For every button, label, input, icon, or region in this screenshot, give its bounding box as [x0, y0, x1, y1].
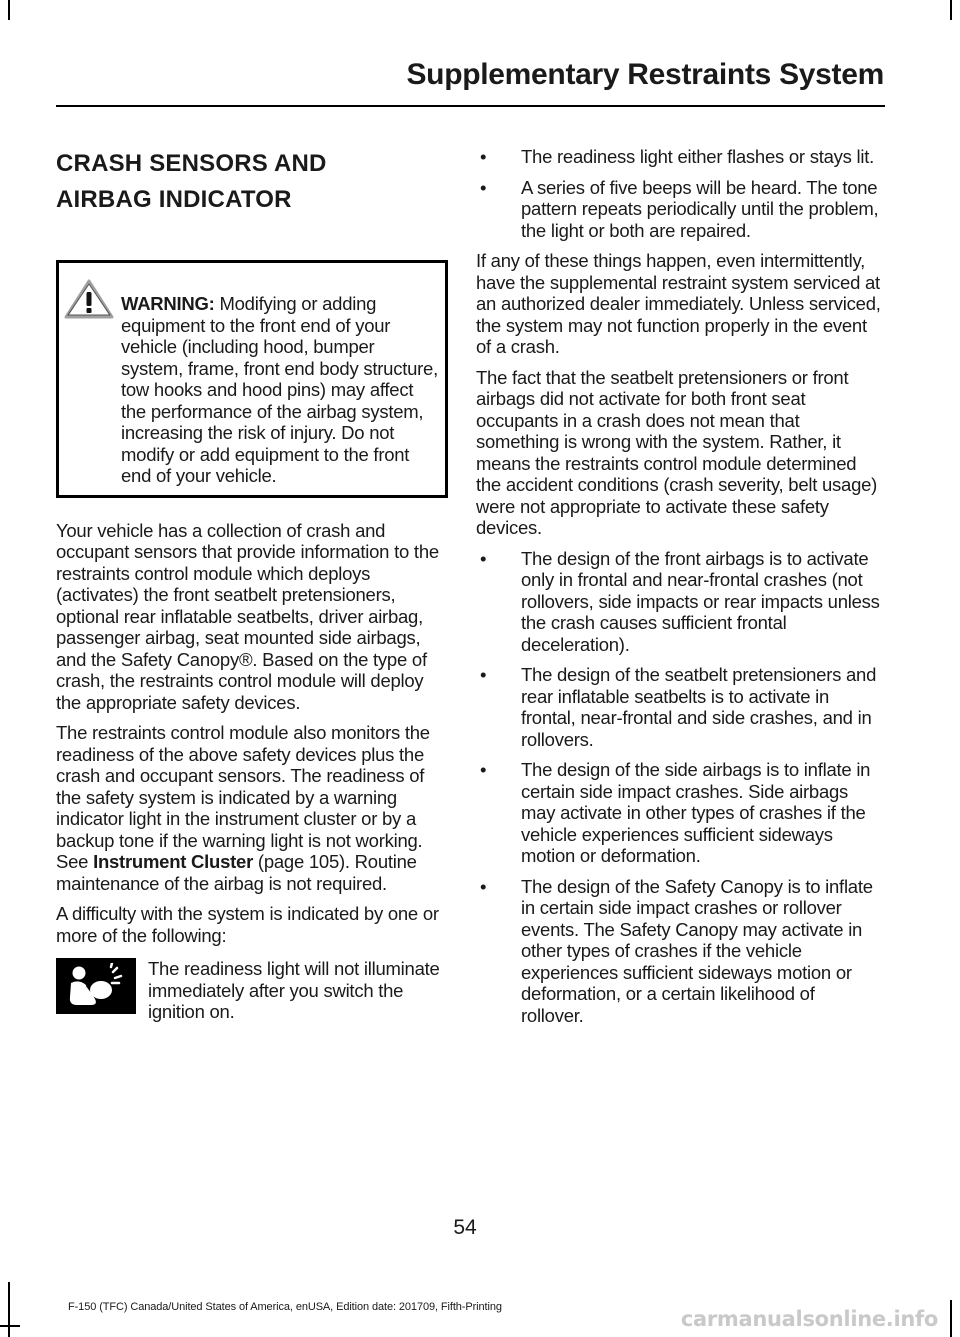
list-item: • The design of the side airbags is to inflate in certain side impact crashes. Side airbags may activate in other types of crashes if the vehicle experiences sufficient sideways motion or deformation. — [480, 759, 871, 866]
monitor-text-after: (page 105). Routine maintenance of the airbag is not required. — [56, 851, 417, 894]
airbag-indicator-icon — [56, 958, 136, 1014]
crop-mark-top-left-vertical — [8, 0, 10, 20]
bullet-dot: • — [480, 146, 487, 167]
difficulty-paragraph: A difficulty with the system is indicated by one or more of the following: — [56, 903, 439, 946]
crop-mark-bottom-right-vertical — [950, 1300, 952, 1337]
service-paragraph: If any of these things happen, even intermittently, have the supplemental restraint system serviced at an authorized dealer immediately. Unless serviced, the system may not function properly in the event of a crash. — [476, 250, 881, 357]
list-item: • The design of the front airbags is to activate only in frontal and near-frontal crashes (not rollovers, side impacts or rear impacts unless the crash causes sufficient frontal deceleration). — [480, 547, 880, 655]
watermark: carmanualsonline.info — [680, 1307, 938, 1331]
bullet-dot: • — [480, 759, 487, 780]
bullet-dot: • — [480, 664, 487, 685]
list-item: • A series of five beeps will be heard. The tone pattern repeats periodically until the problem, the light or both are repaired. — [480, 176, 879, 241]
sensor-paragraph: Your vehicle has a collection of crash and occupant sensors that provide information to the restraints control module which deploys (activates) the front seatbelt pretensioners, optional rear inflatable seatbelts, driver airbag, passenger airbag, seat mounted side airbags, and the Safety Canopy®. Based on the type of crash, the restraints control module will deploy the appropriate safety devices. — [56, 519, 439, 713]
indicator-text: The readiness light will not illuminate immediately after you switch the ignition on. — [148, 958, 440, 1022]
warning-text — [65, 293, 439, 487]
monitor-paragraph — [56, 722, 448, 894]
crop-mark-top-right-vertical — [950, 0, 952, 20]
warning-box — [56, 260, 448, 498]
crop-mark-bottom-left-horizontal — [0, 1325, 20, 1327]
section-heading — [56, 146, 448, 218]
list-item: • The design of the Safety Canopy is to inflate in certain side impact crashes or rollover events. The Safety Canopy may activate in other types of crashes if the vehicle experiences sufficient sideways motion or deformation, or a certain likelihood of rollover. — [480, 875, 873, 1026]
bullet-list-top — [476, 146, 882, 241]
heading-line-1: CRASH SENSORS AND — [56, 150, 327, 177]
page-header-title: Supplementary Restraints System — [406, 58, 884, 91]
indicator-row — [56, 958, 448, 1023]
left-column — [56, 146, 448, 1023]
warning-body: Modifying or adding equipment to the front end of your vehicle (including hood, bumper system, frame, front end body structure, tow hooks and hood pins) may affect the performance of the airbag system, increasing the risk of injury. Do not modify or add equipment to the front end of your vehicle. — [121, 293, 438, 486]
page-number: 54 — [453, 1216, 477, 1239]
monitor-text-before: The restraints control module also monitors the readiness of the above safety devices plus the crash and occupant sensors. The readiness of the safety system is indicated by a warning indicator light in the instrument cluster or by a backup tone if the warning light is not working. See — [56, 722, 430, 872]
warning-label: WARNING: — [121, 293, 215, 314]
list-item: • The readiness light either flashes or stays lit. — [480, 146, 875, 167]
list-item: • The design of the seatbelt pretensioners and rear inflatable seatbelts is to activate in frontal, near-frontal and side crashes, and in rollovers. — [480, 664, 877, 750]
footer-note: F-150 (TFC) Canada/United States of America, enUSA, Edition date: 201709, Fifth-Printing — [68, 1301, 502, 1313]
instrument-cluster-link[interactable]: Instrument Cluster — [93, 851, 254, 872]
right-column — [476, 146, 882, 1035]
bullet-dot: • — [480, 547, 487, 569]
bullet-dot: • — [480, 176, 487, 198]
activation-paragraph: The fact that the seatbelt pretensioners or front airbags did not activate for both front seat occupants in a crash does not mean that something is wrong with the system. Rather, it means the restraints control module determined the accident conditions (crash severity, belt usage) were not appropriate to activate these safety devices. — [476, 366, 878, 538]
header-rule — [56, 105, 885, 107]
warning-triangle-icon — [63, 277, 115, 321]
heading-line-2: AIRBAG INDICATOR — [56, 186, 292, 213]
bullet-list-bottom — [476, 548, 882, 1027]
bullet-dot: • — [480, 875, 487, 897]
crop-mark-bottom-left-vertical — [8, 1282, 10, 1337]
